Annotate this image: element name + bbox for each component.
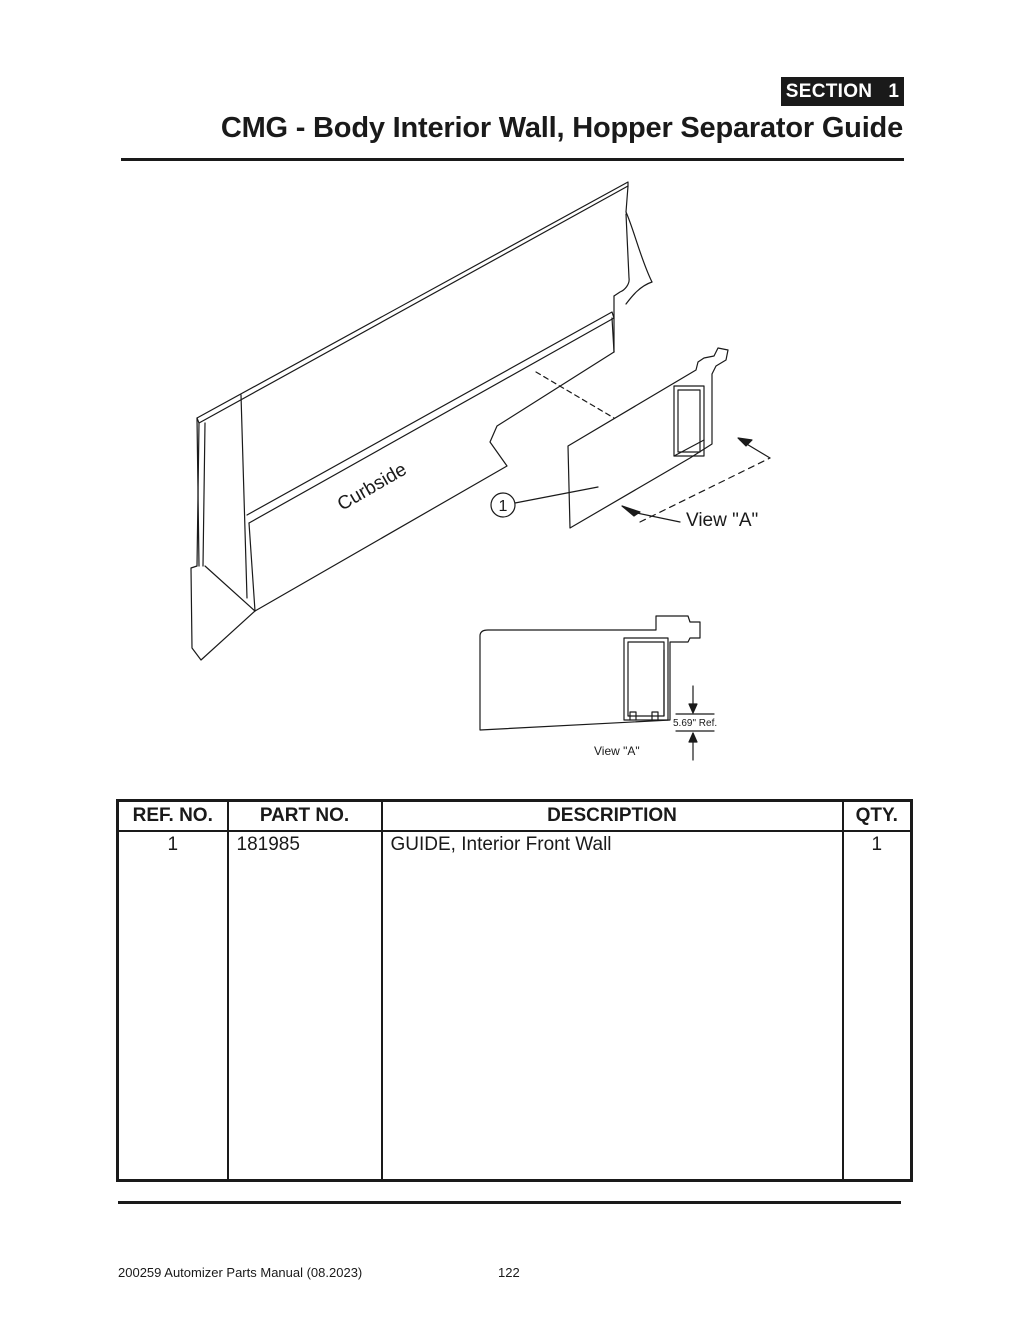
- header-description: DESCRIPTION: [382, 801, 843, 832]
- callout-number: 1: [498, 498, 508, 515]
- header-ref-no: REF. NO.: [118, 801, 228, 832]
- cell-part-no: 181985: [228, 831, 382, 858]
- cell-ref-no: 1: [118, 831, 228, 858]
- dimension-label: 5.69" Ref.: [673, 718, 718, 729]
- callout-leader: [515, 487, 598, 503]
- header-qty: QTY.: [843, 801, 912, 832]
- guide-part-drawing: [568, 348, 728, 528]
- parts-table: [116, 799, 913, 1182]
- filler-cell: [228, 858, 382, 1181]
- table-filler-row: [118, 858, 912, 1181]
- section-number: 1: [888, 80, 900, 102]
- view-a-label: View "A": [686, 510, 759, 531]
- interior-wall-drawing: [191, 182, 652, 660]
- footer-manual: 200259 Automizer Parts Manual (08.2023): [118, 1265, 363, 1280]
- table-header-row: [118, 801, 912, 832]
- header-part-no: PART NO.: [228, 801, 382, 832]
- cell-qty: 1: [871, 834, 883, 855]
- section-label: SECTION: [785, 80, 873, 102]
- page-title: CMG - Body Interior Wall, Hopper Separator Guide: [220, 112, 903, 144]
- page-number: 122: [498, 1265, 520, 1280]
- alignment-dashed-line: [536, 372, 614, 418]
- filler-cell: [118, 858, 228, 1181]
- curbside-label: Curbside: [334, 459, 411, 516]
- detail-view-label: View "A": [594, 744, 640, 758]
- table-row: [118, 831, 912, 858]
- filler-cell: [843, 858, 912, 1181]
- cell-description: GUIDE, Interior Front Wall: [382, 831, 843, 858]
- detail-view-drawing: [480, 616, 714, 760]
- footer-rule: [118, 1201, 901, 1204]
- filler-cell: [382, 858, 843, 1181]
